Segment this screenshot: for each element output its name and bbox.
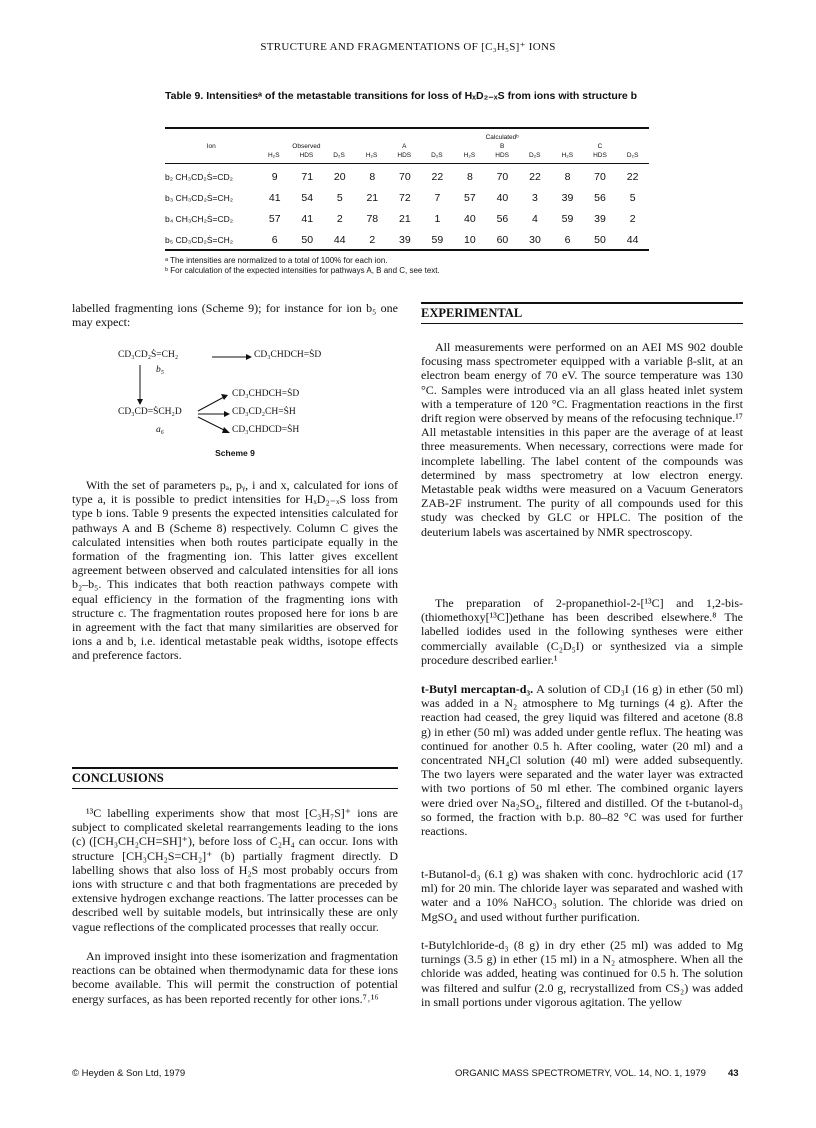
value-cell: 70 xyxy=(594,170,606,183)
value-cell: 56 xyxy=(496,212,509,225)
value-cell: 6 xyxy=(564,233,571,246)
value-cell: 70 xyxy=(496,170,509,183)
value-cell: 71 xyxy=(301,170,314,183)
table-top-rule xyxy=(165,127,649,129)
experimental-heading: EXPERIMENTAL xyxy=(421,306,523,320)
value-cell: 44 xyxy=(333,233,346,246)
experimental-paragraph-2: The preparation of 2-propanethiol-2-[¹³C] and 1,2-bis-(thiomethoxy[¹³C])ethane has been described elsewhere.⁸ The labelled iodides used in the following syntheses were either commercially available (C₂D₅I) or synthesized via a simple procedure described earlier.¹ xyxy=(421,596,743,667)
value-cell: 21 xyxy=(398,212,411,225)
value-cell: 70 xyxy=(398,170,411,183)
running-head: STRUCTURE AND FRAGMENTATIONS OF [C₃H₅S]⁺ IONS xyxy=(260,41,556,53)
table-row xyxy=(165,208,649,229)
value-cell: 1 xyxy=(434,212,441,225)
value-cell: 5 xyxy=(336,191,343,204)
value-cell: 56 xyxy=(594,191,606,204)
scheme-9 xyxy=(118,345,398,465)
value-cell: 22 xyxy=(529,170,541,183)
header-a: A xyxy=(402,143,407,150)
value-cell: 50 xyxy=(594,233,606,246)
experimental-paragraph-5: t-Butylchloride-d₃ (8 g) in dry ether (25 ml) was added to Mg turnings (3.5 g) in ether (15 ml) in a N₂ atmosphere. When all the chloride was added, heating was continued for 0.5 h. The solution was filtered and sulfur (2.0 g, recrystallized from CS₂) was added in small portions under vigorous agitation. The yellow xyxy=(421,938,743,1009)
paragraph-3-title: t-Butyl mercaptan-d₃. xyxy=(421,682,534,696)
conclusions-paragraph-2: An improved insight into these isomerization and fragmentation reactions can be obtained when thermodynamic data for these ions become available. This will permit the construction of potential energy surfaces, as has been reported recently for other ions.⁷˒¹⁶ xyxy=(72,949,398,1006)
left-paragraph: With the set of parameters pₐ, pᵧ, i and x, calculated for ions of type a, it is possible to predict intensities for HₓD₂₋ₓS loss from type b ions. Table 9 presents the expected intensities calculated for pathways A and B (Scheme 8) respectively. Column C gives the calculated intensities when both routes participate equally in the formation of the fragmenting ion. This latter gives excellent agreement between observed and calculated intensities for all ions b₂–b₅. This indicates that both reaction pathways compete with equal efficiency in the formation of the fragmenting ions with structure c. The fragmentation routes proposed here for ions b are in agreement with the fact that many similarities are observed for ions a and b, i.e. identical metastable peak widths, isotope effects and preference factors. xyxy=(72,478,398,663)
subheader: H₂S xyxy=(561,152,574,159)
scheme-top-right: CD₃CHDCH=ṠD xyxy=(254,350,322,360)
header-c: C xyxy=(597,143,603,150)
value-cell: 59 xyxy=(561,212,574,225)
value-cell: 41 xyxy=(268,191,281,204)
table-header-rule xyxy=(165,163,649,164)
value-cell: 22 xyxy=(626,170,639,183)
scheme-a6-label: a₆ xyxy=(156,425,165,435)
scheme-r1: CD₃CHDCH=ṠD xyxy=(232,389,300,399)
value-cell: 39 xyxy=(594,212,606,225)
value-cell: 39 xyxy=(561,191,574,204)
experimental-paragraph-3 xyxy=(421,682,743,838)
value-cell: 8 xyxy=(466,170,473,183)
header-b: B xyxy=(499,143,505,150)
value-cell: 50 xyxy=(301,233,314,246)
value-cell: 20 xyxy=(333,170,346,183)
conclusions-underline xyxy=(72,788,398,789)
subheader: HDS xyxy=(593,152,607,159)
scheme-arrows xyxy=(118,345,398,455)
subheader: HDS xyxy=(495,152,509,159)
subheader: D₂S xyxy=(626,152,639,159)
ion-cell: b₃ CH₃CD₂Ṡ=CH₂ xyxy=(165,192,234,203)
footer-journal: ORGANIC MASS SPECTROMETRY, VOL. 14, NO. 1, 1979 xyxy=(455,1068,706,1079)
conclusions-rule xyxy=(72,767,398,769)
value-cell: 30 xyxy=(529,233,541,246)
subheader: HDS xyxy=(397,152,412,159)
value-cell: 59 xyxy=(431,233,444,246)
ion-cell: b₅ CD₃CD₂Ṡ=CH₂ xyxy=(165,234,234,245)
scheme-caption: Scheme 9 xyxy=(215,448,255,458)
table-header-calculated xyxy=(165,133,649,142)
table-body xyxy=(165,166,649,250)
value-cell: 7 xyxy=(434,191,441,204)
value-cell: 9 xyxy=(271,170,278,183)
value-cell: 8 xyxy=(564,170,571,183)
subheader: D₂S xyxy=(528,152,541,159)
value-cell: 5 xyxy=(629,191,636,204)
scheme-r3: CD₃CHDCD=ṠH xyxy=(232,425,300,435)
value-cell: 57 xyxy=(464,191,476,204)
experimental-rule xyxy=(421,302,743,304)
scheme-top-left: CD₃CD₂Ṡ=CH₂ xyxy=(118,350,179,360)
table-row xyxy=(165,166,649,187)
value-cell: 60 xyxy=(496,233,509,246)
value-cell: 40 xyxy=(464,212,476,225)
value-cell: 57 xyxy=(268,212,281,225)
value-cell: 6 xyxy=(271,233,278,246)
table-header-groups xyxy=(165,142,649,151)
table-footnote-a: ᵃ The intensities are normalized to a total of 100% for each ion. xyxy=(165,256,388,265)
left-intro: labelled fragmenting ions (Scheme 9); for instance for ion b₅ one may expect: xyxy=(72,301,398,330)
value-cell: 4 xyxy=(532,212,538,225)
experimental-paragraph-4: t-Butanol-d₃ (6.1 g) was shaken with conc. hydrochloric acid (17 ml) for 20 min. The chloride layer was separated and washed with water and a 10% NaHCO₃ solution. The chloride was dried on MgSO₄ and used without further purification. xyxy=(421,867,743,924)
table-caption: Table 9. Intensitiesᵃ of the metastable transitions for loss of HₓD₂₋ₓS from ions with structure b xyxy=(165,90,638,102)
data-table xyxy=(165,133,649,160)
page-number: 43 xyxy=(728,1068,739,1079)
subheader: H₂S xyxy=(267,152,280,159)
value-cell: 39 xyxy=(398,233,411,246)
header-observed: Observed xyxy=(292,143,321,150)
value-cell: 72 xyxy=(398,191,411,204)
conclusions-heading: CONCLUSIONS xyxy=(72,771,164,785)
value-cell: 40 xyxy=(496,191,509,204)
paragraph-3-body: A solution of CD₃I (16 g) in ether (50 ml) was added in a N₂ atmosphere to Mg turnings (4 g). After the reaction had ceased, the grey liquid was filtered and acetone (8.8 g) in ether (50 ml) was added under gentle reflux. The heating was continued for another 0.5 h. After cooling, water (20 ml) and a concentrated NH₄Cl solution (40 ml) were added subsequently. The two layers were separated and the water layer was extracted with two portions of 50 ml ether. The combined organic layers were dried over Na₂SO₄, filtered and distilled. Of the t-butanol-d₃ so formed, the fraction with b.p. 80–82 °C was used for further reactions. xyxy=(421,682,743,839)
experimental-underline xyxy=(421,323,743,324)
conclusions-paragraph-1: ¹³C labelling experiments show that most [C₃H₇S]⁺ ions are subject to complicated skeletal rearrangements leading to the ions (c) ([CH₃CH₂CH=SH]⁺), before loss of C₂H₄ can occur. Ions with structure [CH₃CH₂S=CH₂]⁺ (b) partially fragment directly. D labelling shows that also loss of H₂S most probably occurs from ions with structure c and that both fragmentations are preceded by extensive hydrogen exchange reactions. The latter processes can be described well by suitable models, but intrinsically these are only vague reflections of the complicated processes that really occur. xyxy=(72,806,398,934)
subheader: HDS xyxy=(299,152,314,159)
value-cell: 2 xyxy=(369,233,376,246)
table-row xyxy=(165,229,649,250)
value-cell: 21 xyxy=(366,191,379,204)
subheader: H₂S xyxy=(463,152,476,159)
header-ion: Ion xyxy=(206,143,216,150)
scheme-r2: CD₃CD₂CH=ṠH xyxy=(232,407,296,417)
subheader: D₂S xyxy=(333,152,345,159)
ion-cell: b₂ CH₃CD₂Ṡ=CD₂ xyxy=(165,171,233,182)
table-footnote-b: ᵇ For calculation of the expected intensities for pathways A, B and C, see text. xyxy=(165,266,440,275)
value-cell: 22 xyxy=(431,170,444,183)
scheme-b5-label: b₅ xyxy=(156,365,165,375)
scheme-bottom-left: CD₃CD=ṠCH₂D xyxy=(118,407,182,417)
subheader: H₂S xyxy=(365,152,378,159)
value-cell: 78 xyxy=(366,212,379,225)
value-cell: 41 xyxy=(301,212,314,225)
value-cell: 54 xyxy=(301,191,314,204)
value-cell: 8 xyxy=(369,170,376,183)
header-calculated: Calculatedᵇ xyxy=(485,134,519,141)
subheader: D₂S xyxy=(431,152,443,159)
table-bottom-rule xyxy=(165,249,649,251)
value-cell: 10 xyxy=(464,233,476,246)
value-cell: 2 xyxy=(336,212,343,225)
value-cell: 2 xyxy=(629,212,636,225)
ion-cell: b₄ CH₃CH₂Ṡ=CD₂ xyxy=(165,213,234,224)
experimental-paragraph-1: All measurements were performed on an AEI MS 902 double focusing mass spectrometer equipped with a variable β-slit, at an electron beam energy of 70 eV. The source temperature was 130 °C. Samples were introduced via an all glass heated inlet system with a temperature of 120 °C. Fragmentation reactions in the first drift region were observed by means of the refocusing technique.¹⁷ All metastable intensities in this paper are the average of at least three measurements. When necessary, corrections were made for incomplete labelling. The label content of the compounds was determined by mass spectrometry at low electron energy. Metastable peak widths were measured on a Vacuum Generators ZAB-2F instrument. The purity of all compounds used for this study was checked by GLC or HPLC. The position of the deuterium labels was ascertained by NMR spectroscopy. xyxy=(421,340,743,539)
footer-copyright: © Heyden & Son Ltd, 1979 xyxy=(72,1068,186,1079)
table-subheaders xyxy=(165,151,649,160)
table-row xyxy=(165,187,649,208)
value-cell: 44 xyxy=(626,233,639,246)
value-cell: 3 xyxy=(532,191,538,204)
